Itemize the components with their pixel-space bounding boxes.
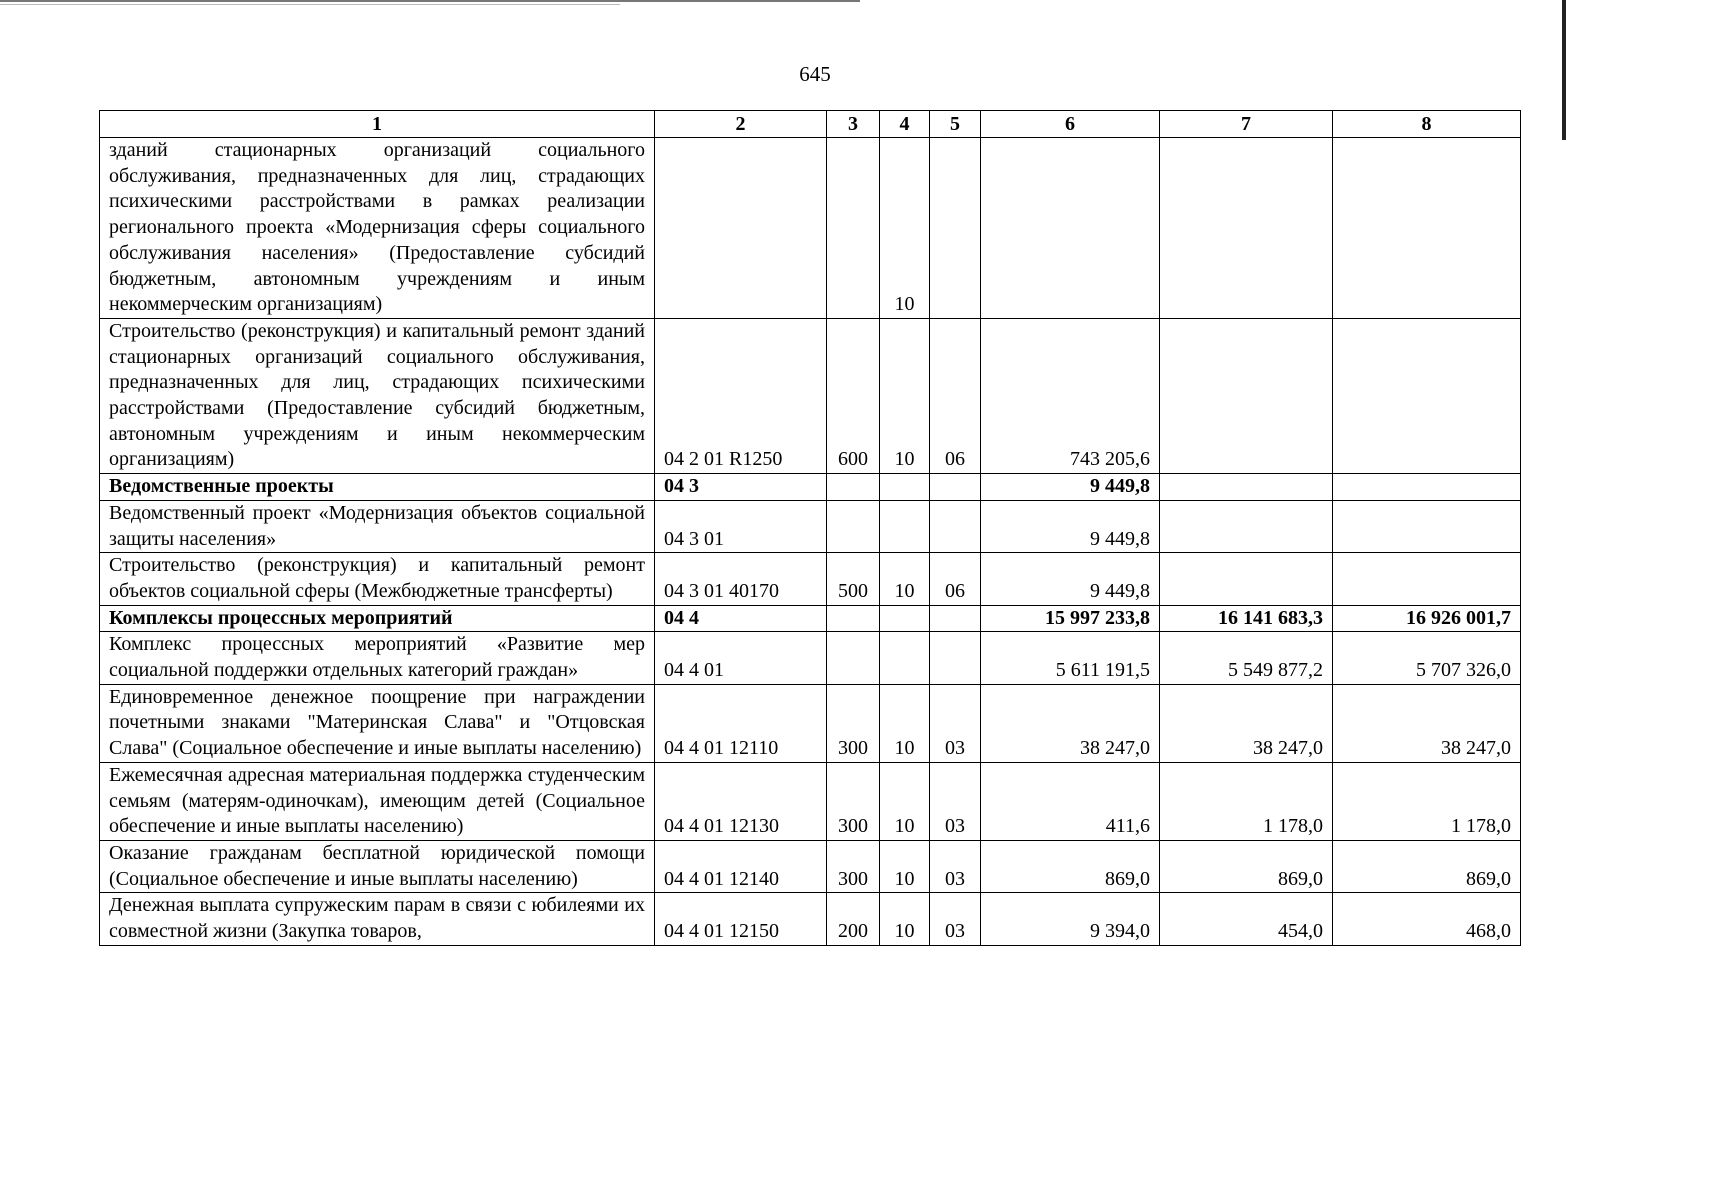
row-name: Денежная выплата супружеским парам в связи с юбилеями их совместной жизни (Закупка товаров, xyxy=(100,893,655,945)
row-name: Комплекс процессных мероприятий «Развитие мер социальной поддержки отдельных категорий граждан» xyxy=(100,632,655,684)
row-value-8: 5 707 326,0 xyxy=(1333,632,1521,684)
row-code: 04 4 01 12140 xyxy=(655,840,827,892)
table-row xyxy=(100,605,1521,632)
row-code: 04 4 01 xyxy=(655,632,827,684)
row-value-6: 9 449,8 xyxy=(981,474,1160,501)
row-section xyxy=(880,500,930,552)
table-row xyxy=(100,474,1521,501)
row-value-8 xyxy=(1333,474,1521,501)
table-row xyxy=(100,840,1521,892)
row-section: 10 xyxy=(880,318,930,473)
row-subsection: 03 xyxy=(930,762,981,840)
row-name: Строительство (реконструкция) и капитальный ремонт объектов социальной сферы (Межбюджетные трансферты) xyxy=(100,553,655,605)
row-expense-type: 600 xyxy=(827,318,880,473)
row-expense-type xyxy=(827,605,880,632)
row-code: 04 4 01 12110 xyxy=(655,684,827,762)
header-col-4: 4 xyxy=(880,111,930,138)
row-value-6: 9 394,0 xyxy=(981,893,1160,945)
row-expense-type xyxy=(827,500,880,552)
table-row xyxy=(100,762,1521,840)
row-subsection: 03 xyxy=(930,840,981,892)
budget-table xyxy=(99,110,1521,946)
row-name: зданий стационарных организаций социального обслуживания, предназначенных для лиц, страдающих психическими расстройствами в рамках реализации регионального проекта «Модернизация сферы социального обслуживания населения» (Предоставление субсидий бюджетным, автономным учреждениям и иным некоммерческим организациям) xyxy=(100,138,655,319)
row-value-7: 869,0 xyxy=(1160,840,1333,892)
row-subsection xyxy=(930,138,981,319)
row-section: 10 xyxy=(880,840,930,892)
row-value-8: 38 247,0 xyxy=(1333,684,1521,762)
row-expense-type: 300 xyxy=(827,762,880,840)
page-number: 645 xyxy=(799,62,831,86)
row-code: 04 3 xyxy=(655,474,827,501)
row-value-7: 454,0 xyxy=(1160,893,1333,945)
row-section: 10 xyxy=(880,138,930,319)
row-code: 04 4 xyxy=(655,605,827,632)
row-value-6: 411,6 xyxy=(981,762,1160,840)
row-value-7: 1 178,0 xyxy=(1160,762,1333,840)
header-col-1: 1 xyxy=(100,111,655,138)
row-section: 10 xyxy=(880,684,930,762)
scan-edge-line xyxy=(0,0,860,2)
row-section xyxy=(880,474,930,501)
row-section xyxy=(880,605,930,632)
table-row xyxy=(100,138,1521,319)
row-section: 10 xyxy=(880,762,930,840)
row-value-7 xyxy=(1160,318,1333,473)
row-name: Ведомственный проект «Модернизация объектов социальной защиты населения» xyxy=(100,500,655,552)
row-value-6: 5 611 191,5 xyxy=(981,632,1160,684)
row-value-6 xyxy=(981,138,1160,319)
row-value-6: 9 449,8 xyxy=(981,500,1160,552)
row-value-8: 1 178,0 xyxy=(1333,762,1521,840)
row-subsection: 03 xyxy=(930,893,981,945)
header-col-7: 7 xyxy=(1160,111,1333,138)
row-name: Оказание гражданам бесплатной юридической помощи (Социальное обеспечение и иные выплаты населению) xyxy=(100,840,655,892)
header-col-8: 8 xyxy=(1333,111,1521,138)
row-expense-type: 200 xyxy=(827,893,880,945)
row-value-7 xyxy=(1160,553,1333,605)
row-value-8 xyxy=(1333,318,1521,473)
row-expense-type: 500 xyxy=(827,553,880,605)
row-subsection xyxy=(930,500,981,552)
header-col-3: 3 xyxy=(827,111,880,138)
row-value-6: 9 449,8 xyxy=(981,553,1160,605)
row-subsection: 03 xyxy=(930,684,981,762)
row-name: Ежемесячная адресная материальная поддержка студенческим семьям (матерям-одиночкам), имеющим детей (Социальное обеспечение и иные выплаты населению) xyxy=(100,762,655,840)
row-expense-type xyxy=(827,474,880,501)
row-value-8 xyxy=(1333,138,1521,319)
row-subsection xyxy=(930,474,981,501)
row-name: Комплексы процессных мероприятий xyxy=(100,605,655,632)
row-value-7 xyxy=(1160,500,1333,552)
table-row xyxy=(100,632,1521,684)
row-name: Ведомственные проекты xyxy=(100,474,655,501)
row-section: 10 xyxy=(880,893,930,945)
scan-edge-line-secondary xyxy=(0,4,620,5)
row-value-8 xyxy=(1333,500,1521,552)
row-value-7 xyxy=(1160,474,1333,501)
row-value-8: 468,0 xyxy=(1333,893,1521,945)
row-code: 04 3 01 xyxy=(655,500,827,552)
row-value-6: 869,0 xyxy=(981,840,1160,892)
row-value-6: 743 205,6 xyxy=(981,318,1160,473)
row-value-8: 16 926 001,7 xyxy=(1333,605,1521,632)
row-name: Единовременное денежное поощрение при награждении почетными знаками "Материнская Слава" и "Отцовская Слава" (Социальное обеспечение и иные выплаты населению) xyxy=(100,684,655,762)
table-row xyxy=(100,893,1521,945)
header-col-6: 6 xyxy=(981,111,1160,138)
row-subsection: 06 xyxy=(930,553,981,605)
row-expense-type xyxy=(827,632,880,684)
row-code xyxy=(655,138,827,319)
header-col-2: 2 xyxy=(655,111,827,138)
row-value-7: 38 247,0 xyxy=(1160,684,1333,762)
table-row xyxy=(100,318,1521,473)
table-row xyxy=(100,500,1521,552)
row-value-7: 5 549 877,2 xyxy=(1160,632,1333,684)
row-expense-type xyxy=(827,138,880,319)
row-section: 10 xyxy=(880,553,930,605)
table-header-row xyxy=(100,111,1521,138)
table-row xyxy=(100,684,1521,762)
header-col-5: 5 xyxy=(930,111,981,138)
row-section xyxy=(880,632,930,684)
row-value-8: 869,0 xyxy=(1333,840,1521,892)
row-code: 04 3 01 40170 xyxy=(655,553,827,605)
row-code: 04 4 01 12130 xyxy=(655,762,827,840)
row-value-7 xyxy=(1160,138,1333,319)
row-code: 04 4 01 12150 xyxy=(655,893,827,945)
row-subsection xyxy=(930,632,981,684)
row-subsection xyxy=(930,605,981,632)
row-value-7: 16 141 683,3 xyxy=(1160,605,1333,632)
row-value-6: 15 997 233,8 xyxy=(981,605,1160,632)
row-code: 04 2 01 R1250 xyxy=(655,318,827,473)
row-expense-type: 300 xyxy=(827,840,880,892)
table-row xyxy=(100,553,1521,605)
row-value-6: 38 247,0 xyxy=(981,684,1160,762)
row-subsection: 06 xyxy=(930,318,981,473)
row-value-8 xyxy=(1333,553,1521,605)
row-expense-type: 300 xyxy=(827,684,880,762)
row-name: Строительство (реконструкция) и капитальный ремонт зданий стационарных организаций социального обслуживания, предназначенных для лиц, страдающих психическими расстройствами (Предоставление субсидий бюджетным, автономным учреждениям и иным некоммерческим организациям) xyxy=(100,318,655,473)
